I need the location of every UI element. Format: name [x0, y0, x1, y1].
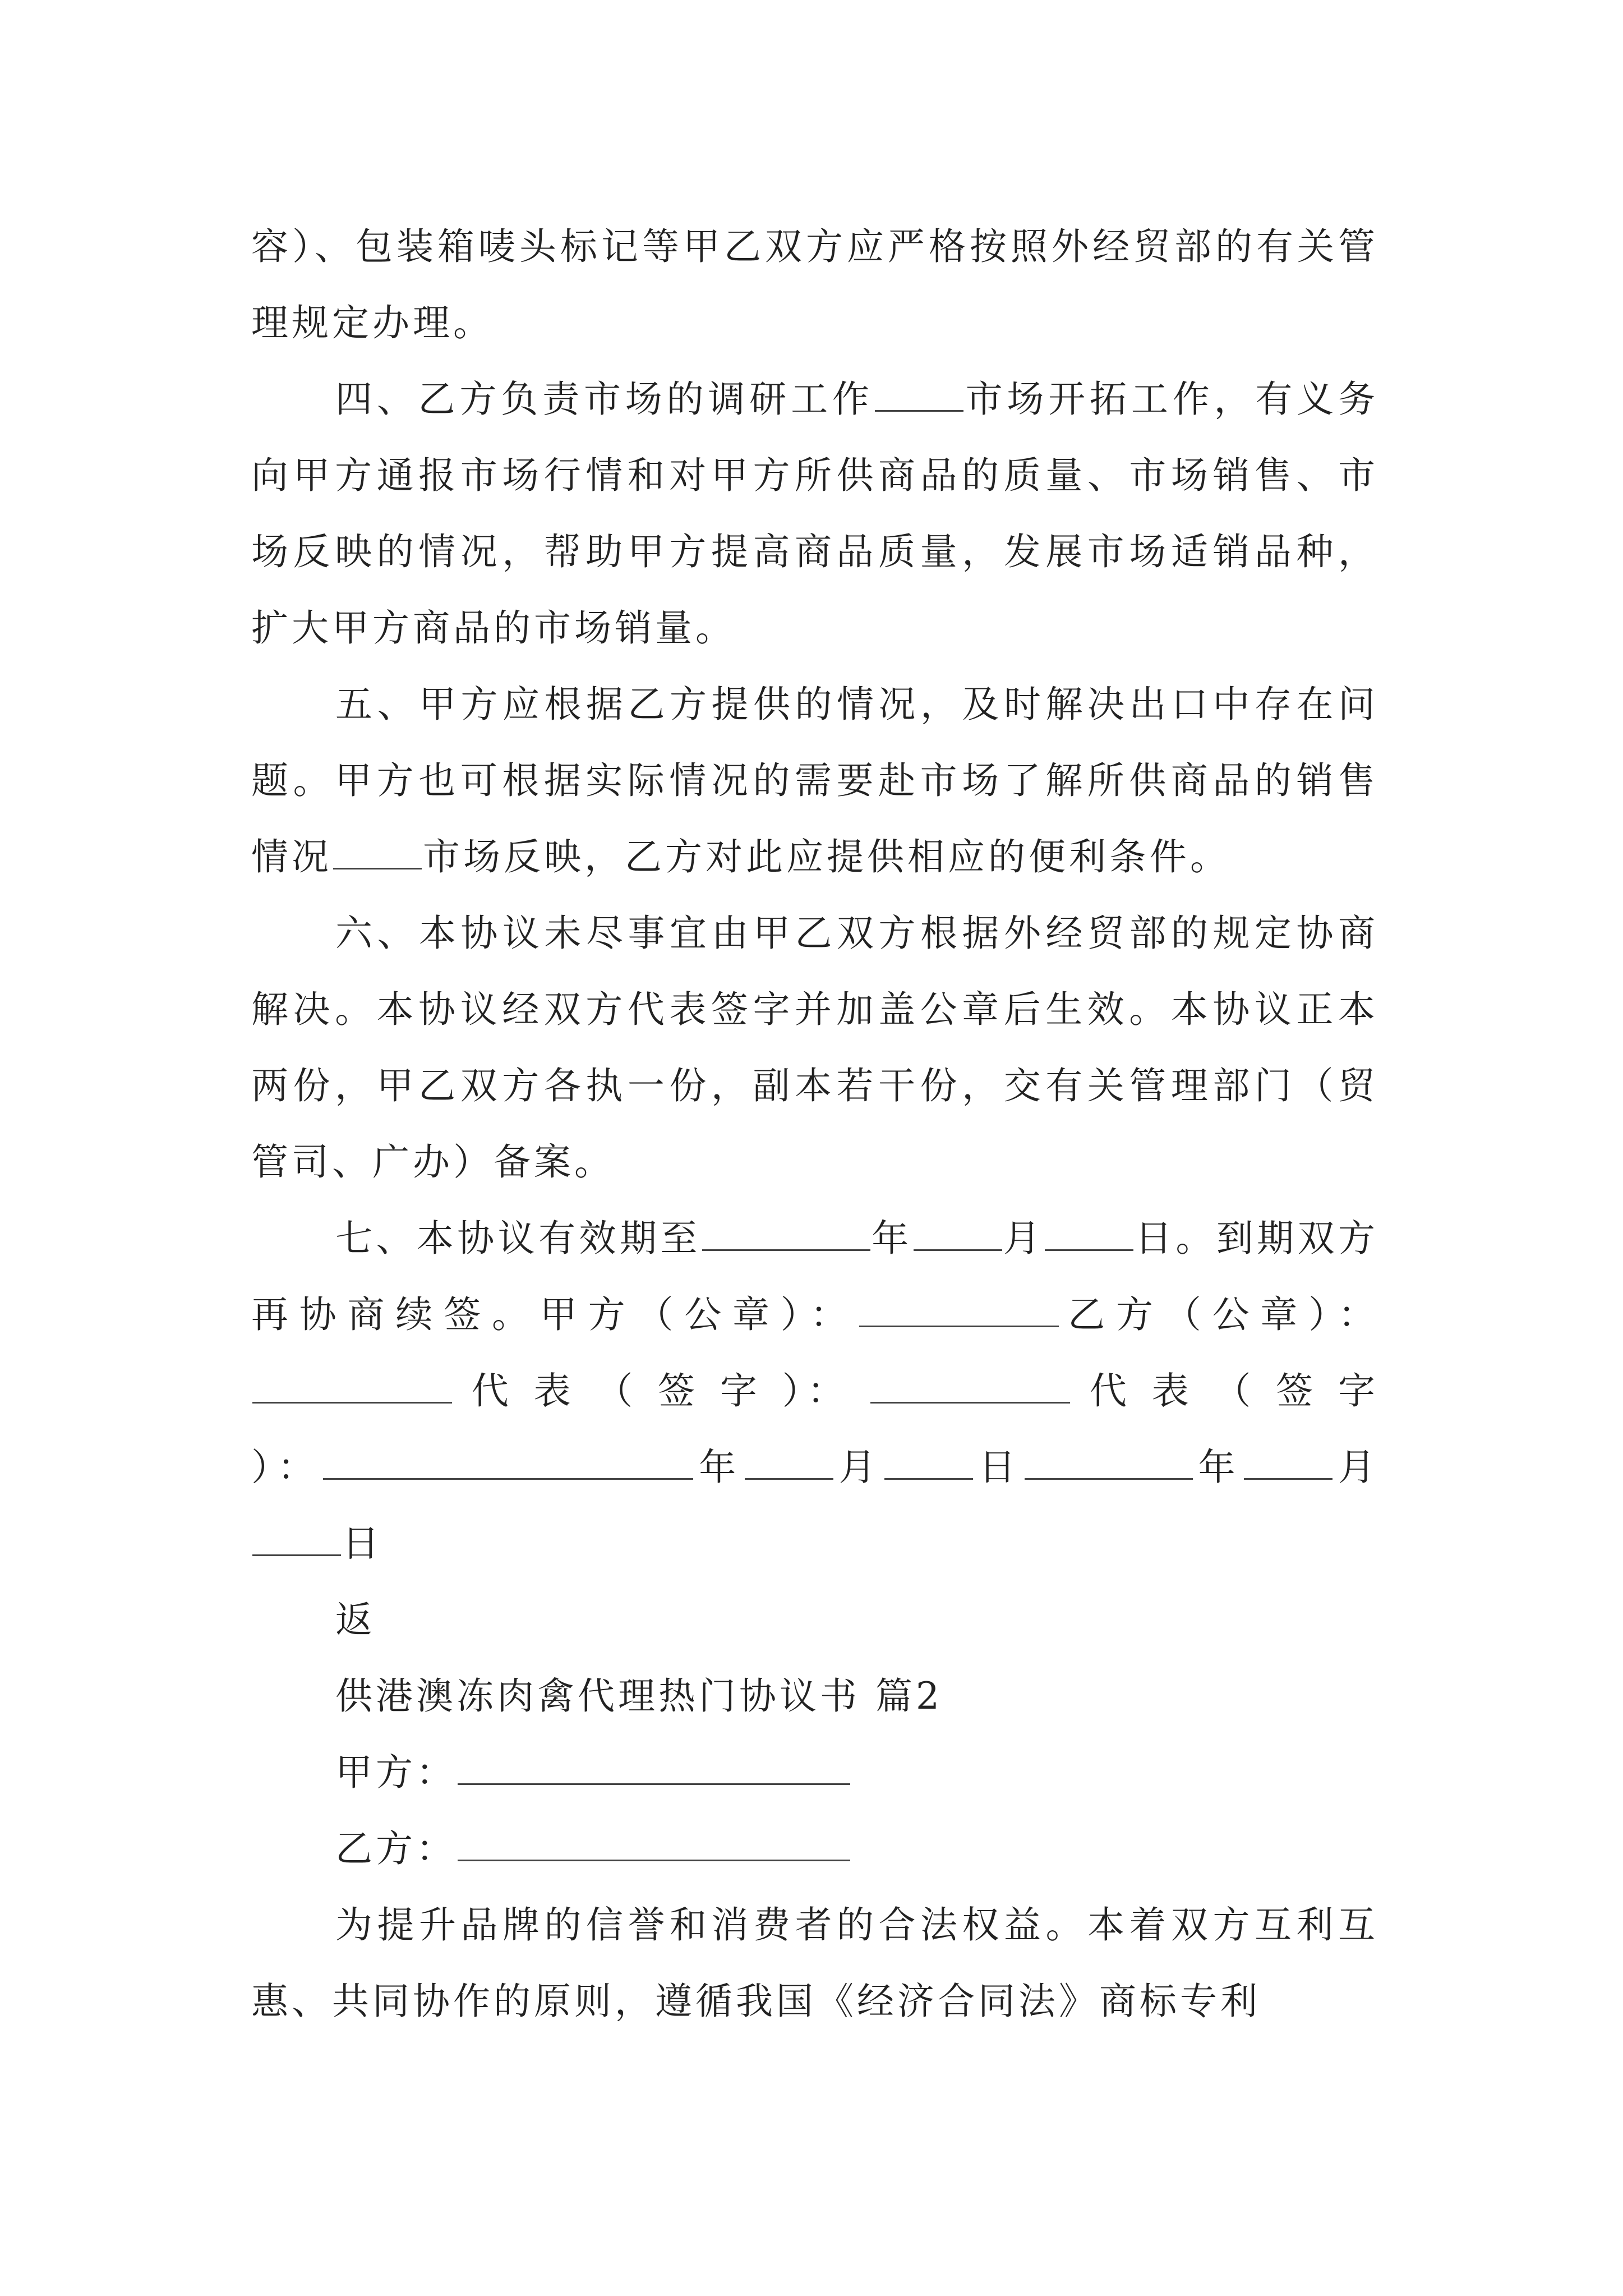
day-label: 日	[1135, 1217, 1176, 1260]
blank-underline	[702, 1217, 870, 1251]
clause-4-text-a: 四、乙方负责市场的调研工作	[335, 378, 874, 421]
blank-underline	[333, 835, 422, 869]
month-label: 月	[1003, 1217, 1044, 1260]
year-label: 年	[694, 1446, 744, 1489]
blank-underline	[1025, 1446, 1193, 1480]
clause-4-text-b: 市场开拓工作，有义务向甲方通报市场行情和对甲方所供商品的质量、市场销售、市场反映的情况，帮助甲方提高商品质量，发展市场适销品种，扩大甲方商品的市场销量。	[251, 378, 1379, 650]
paragraph-clause-6	[251, 895, 1378, 1200]
paragraph-clause-5	[251, 666, 1378, 895]
blank-underline	[323, 1446, 693, 1480]
party-a-label: 甲方：	[335, 1751, 457, 1794]
clause-5-text-b: 市场反映，乙方对此应提供相应的便利条件。	[423, 835, 1230, 878]
rep-sign-label-1: 代 表 （ 签 字 ）：	[453, 1369, 870, 1412]
month-label: 月	[1334, 1446, 1379, 1489]
year-label: 年	[871, 1217, 912, 1260]
rep-sign-label-2: 代 表 （ 签 字 ）：	[251, 1369, 1379, 1489]
blank-underline	[1045, 1217, 1133, 1251]
paragraph-clause-4	[251, 361, 1378, 666]
return-link-line	[251, 1582, 1378, 1658]
document-body	[251, 209, 1378, 2040]
party-a-blank	[458, 1751, 850, 1785]
paragraph-packaging-text: 容）、包装箱唛头标记等甲乙双方应严格按照外经贸部的有关管理规定办理。	[251, 225, 1378, 344]
blank-underline	[859, 1293, 1059, 1327]
blank-underline	[884, 1446, 973, 1480]
blank-underline	[914, 1217, 1002, 1251]
party-a-line	[251, 1734, 1378, 1811]
blank-underline	[745, 1446, 833, 1480]
paragraph-clause-7	[251, 1200, 1378, 1582]
paragraph-packaging	[251, 209, 1378, 361]
day-label: 日	[342, 1522, 382, 1565]
paragraph-intro	[251, 1887, 1378, 2040]
clause-5-text-a: 五、甲方应根据乙方提供的情况，及时解决出口中存在问题。甲方也可根据实际情况的需要赴市场了解所供商品的销售情况	[251, 683, 1378, 878]
return-link[interactable]: 返	[335, 1598, 376, 1641]
blank-underline	[1244, 1446, 1332, 1480]
blank-underline	[875, 378, 963, 412]
blank-underline	[252, 1522, 341, 1556]
blank-underline	[252, 1369, 452, 1404]
section-title: 供港澳冻肉禽代理热门协议书 篇2	[335, 1674, 943, 1718]
clause-7-text-b: 。到期双方再协商续签。甲方（公章）：	[251, 1217, 1379, 1336]
party-b-label: 乙方：	[335, 1827, 457, 1870]
section-title-line	[251, 1658, 1378, 1734]
party-b-blank	[458, 1827, 850, 1861]
month-label: 月	[834, 1446, 884, 1489]
intro-text: 为提升品牌的信誉和消费者的合法权益。本着双方互利互惠、共同协作的原则，遵循我国《经济合同法》商标专利	[251, 1903, 1378, 2023]
day-label: 日	[974, 1446, 1023, 1489]
blank-underline	[870, 1369, 1070, 1404]
year-label: 年	[1193, 1446, 1243, 1489]
party-b-line	[251, 1811, 1378, 1887]
clause-6-text: 六、本协议未尽事宜由甲乙双方根据外经贸部的规定协商解决。本协议经双方代表签字并加盖公章后生效。本协议正本两份，甲乙双方各执一份，副本若干份，交有关管理部门（贸管司、广办）备案。	[251, 912, 1378, 1184]
party-b-seal-label: 乙方（公章）：	[1060, 1293, 1379, 1336]
clause-7-text-a: 七、本协议有效期至	[335, 1217, 701, 1260]
